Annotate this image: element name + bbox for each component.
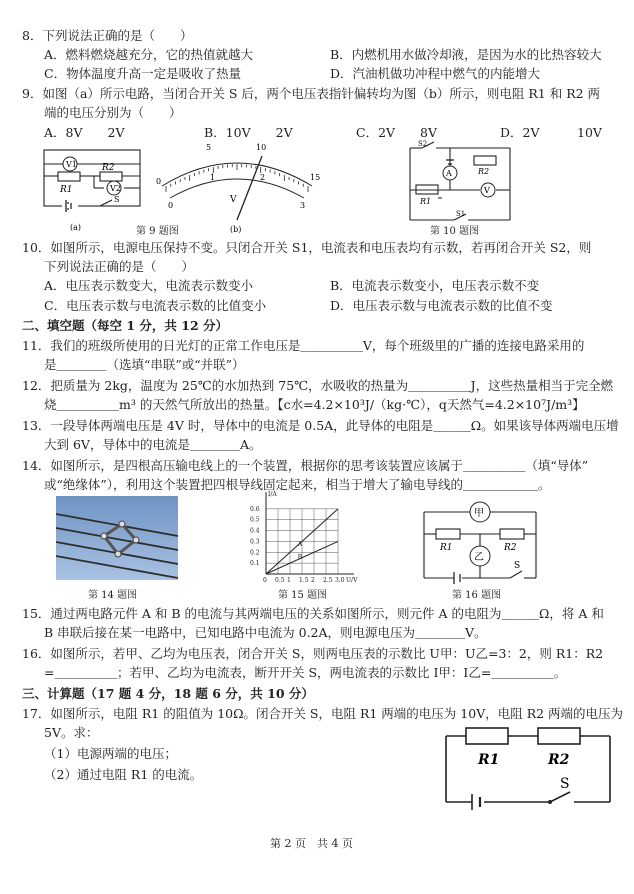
svg-text:V1: V1 [66, 160, 77, 169]
q9-option-d: D．2V 10V [500, 125, 602, 140]
y-tick-label: 0.4 [250, 527, 260, 535]
fig9b-voltmeter-dial [150, 140, 325, 235]
q9-stem: 9．如图（a）所示电路，当闭合开关 S 后，两个电压表指针偏转均为图（b）所示，则电阻 R1 和 R2 两 [22, 86, 601, 101]
y-tick-label: 0.5 [250, 516, 260, 524]
q14-line2: 或“绝缘体”），利用这个装置把四根导线固定起来，相当于增大了输电导线的＿＿＿＿＿＿。 [44, 477, 551, 492]
fig16-circuit [410, 494, 550, 586]
svg-text:0: 0 [168, 201, 174, 210]
q14-line1: 14．如图所示，是四根高压输电线上的一个装置，根据你的思考该装置应该属于＿＿＿＿＿（填“导体” [22, 458, 589, 473]
q9-option-c: C．2V 8V [356, 125, 438, 140]
q10-stem-cont: 下列说法正确的是（ ） [44, 259, 195, 274]
svg-text:A: A [446, 169, 452, 178]
fig10-caption: 第 10 题图 [430, 226, 480, 237]
fig16-caption: 第 16 题图 [452, 590, 502, 601]
section-2-heading: 二、填空题（每空 1 分，共 12 分） [22, 318, 229, 333]
fig15-iu-chart [248, 488, 358, 588]
q16-line1: 16．如图所示，若甲、乙均为电压表，闭合开关 S，则两电压表的示数比 U甲：U乙=3：2，则 R1：R2 [22, 646, 604, 661]
fig17-circuit [440, 722, 620, 812]
svg-text:S: S [514, 561, 521, 571]
svg-text:S: S [114, 195, 120, 204]
x-tick-label: 1 [287, 577, 291, 584]
q12-line1: 12．把质量为 2kg，温度为 25℃的水加热到 75℃，水吸收的热量为＿＿＿＿＿J，这些热量相当于完全燃 [22, 378, 614, 393]
y-tick-label: 0.3 [250, 538, 260, 546]
q10-option-b: B．电流表示数变小，电压表示数不变 [330, 278, 540, 293]
dial-needle [237, 156, 262, 220]
svg-text:R1: R1 [478, 752, 500, 768]
svg-text:2: 2 [260, 173, 266, 182]
svg-text:R2: R2 [548, 752, 570, 768]
q16-line2: =＿＿＿＿＿；若甲、乙均为电流表，断开开关 S，两电流表的示数比 I甲：I乙=＿＿＿＿＿。 [44, 665, 567, 680]
q8-option-a: A．燃料燃烧越充分，它的热值就越大 [44, 47, 254, 62]
svg-text:R2: R2 [478, 167, 490, 176]
x-axis-label: U/V [346, 577, 358, 584]
q9-stem-cont: 端的电压分别为（ ） [44, 105, 182, 120]
svg-text:S: S [560, 776, 570, 792]
y-tick-label: 0.1 [250, 560, 260, 568]
q17-part2: （2）通过电阻 R1 的电流。 [44, 767, 203, 782]
q13-line2: 大到 6V，导体中的电流是＿＿＿＿A。 [44, 437, 262, 452]
fig9a-label: (a) [70, 223, 82, 232]
svg-text:10: 10 [256, 143, 267, 152]
svg-text:乙: 乙 [474, 552, 484, 563]
q10-stem: 10．如图所示，电源电压保持不变。只闭合开关 S1，电流表和电压表均有示数，若再闭合开关 S2，则 [22, 240, 592, 255]
x-tick-label: 0 [263, 577, 267, 584]
q8-option-b: B．内燃机用水做冷却液，是因为水的比热容较大 [330, 47, 602, 62]
fig14-spacer-photo [56, 496, 178, 580]
svg-text:R1: R1 [60, 185, 73, 195]
fig9a-circuit [40, 142, 150, 237]
y-axis-label: I/A [268, 491, 277, 498]
q10-option-d: D．电压表示数与电流表示数的比值不变 [330, 298, 553, 313]
x-tick-label: 0.5 [275, 577, 285, 584]
page-footer: 第 2 页 共 4 页 [270, 837, 353, 850]
svg-text:R1: R1 [440, 543, 453, 553]
q15-line1: 15．通过两电路元件 A 和 B 的电流与其两端电压的关系如图所示，则元件 A 的电阻为＿＿＿Ω，将 A 和 [22, 606, 604, 621]
x-tick-label: 2.5 [323, 577, 333, 584]
q15-line2: B 串联后接在某一电路中，已知电路中电流为 0.2A，则电源电压为＿＿＿＿V。 [44, 625, 487, 640]
q11-line2: 是＿＿＿＿（选填“串联”或“并联”） [44, 357, 245, 372]
svg-text:R1: R1 [420, 197, 432, 206]
svg-text:V: V [230, 195, 237, 205]
q11-line1: 11．我们的班级所使用的日光灯的正常工作电压是＿＿＿＿＿V，每个班级里的广播的连接电路采用的 [22, 338, 585, 353]
svg-text:S1: S1 [456, 210, 466, 218]
q17-part1: （1）电源两端的电压； [44, 746, 177, 761]
q8-option-d: D．汽油机做功冲程中燃气的内能增大 [330, 66, 541, 81]
q17-line2: 5V。求： [44, 725, 99, 740]
x-tick-label: 2 [311, 577, 315, 584]
svg-text:R2: R2 [102, 163, 115, 173]
fig9b-label: (b) [230, 225, 242, 234]
q13-line1: 13．一段导体两端电压是 4V 时，导体中的电流是 0.5A，此导体的电阻是＿＿＿Ω。如果该导体两端电压增 [22, 418, 619, 433]
x-tick-label: 1.5 [299, 577, 309, 584]
x-tick-label: 3.0 [335, 577, 345, 584]
section-3-heading: 三、计算题（17 题 4 分，18 题 6 分，共 10 分） [22, 686, 314, 701]
q10-option-a: A．电压表示数变大，电流表示数变小 [44, 278, 254, 293]
q12-line2: 烧＿＿＿＿＿m³ 的天然气所放出的热量。【c水=4.2×10³J/（kg·℃），q天然气=4.2×10⁷J/m³】 [44, 397, 585, 412]
fig14-caption: 第 14 题图 [88, 590, 138, 601]
q8-stem: 8．下列说法正确的是（ ） [22, 28, 193, 43]
svg-text:15: 15 [310, 173, 321, 182]
q8-option-c: C．物体温度升高一定是吸收了热量 [44, 66, 242, 81]
fig9-caption: 第 9 题图 [136, 226, 179, 237]
series-label-A: A [297, 540, 303, 548]
svg-text:S2: S2 [418, 140, 428, 148]
svg-text:3: 3 [300, 201, 306, 210]
fig10-circuit [380, 138, 530, 230]
q17-line1: 17．如图所示，电阻 R1 的阻值为 10Ω。闭合开关 S，电阻 R1 两端的电压为 10V，电阻 R2 两端的电压为 [22, 706, 624, 721]
q9-option-a: A．8V 2V [44, 125, 125, 140]
series-label-B: B [297, 553, 303, 561]
q10-option-c: C．电压表示数与电流表示数的比值变小 [44, 298, 267, 313]
svg-text:5: 5 [206, 143, 212, 152]
y-tick-label: 0.6 [250, 505, 260, 513]
svg-text:R2: R2 [504, 543, 517, 553]
q9-option-b: B．10V 2V [204, 125, 293, 140]
svg-text:V: V [484, 186, 490, 195]
y-tick-label: 0.2 [250, 549, 260, 557]
svg-text:V2: V2 [110, 184, 121, 193]
svg-text:1: 1 [210, 173, 216, 182]
svg-text:0: 0 [156, 177, 162, 186]
fig15-caption: 第 15 题图 [278, 590, 328, 601]
svg-text:甲: 甲 [474, 508, 484, 519]
